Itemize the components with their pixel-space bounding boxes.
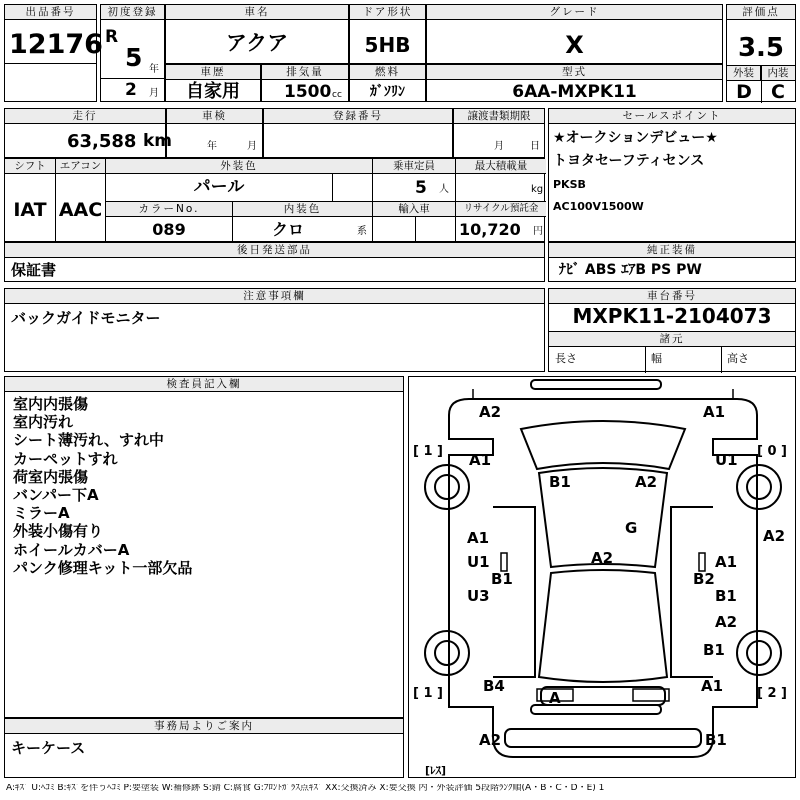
damage-mark: A2 (715, 613, 738, 631)
lot-number-cell (4, 4, 103, 102)
score: 3.5 (737, 33, 785, 63)
reg-month: 2 (125, 80, 137, 100)
load-label: 最大積載量 (456, 159, 546, 174)
score-cell (726, 4, 796, 102)
plate-label: 登録番号 (264, 109, 452, 124)
damage-mark: A2 (591, 549, 614, 567)
mileage-cell (4, 108, 173, 158)
color-no-label: カラーNo. (106, 202, 232, 217)
door-cell (349, 4, 426, 64)
chassis-label: 車台番号 (549, 289, 795, 304)
mileage: 63,588 (67, 131, 137, 152)
grade: X (565, 31, 584, 59)
inspector-notes-list (13, 395, 192, 577)
tire-label-rear-right: [ 2 ] (757, 686, 787, 701)
tire-label-front-left: [ 1 ] (413, 444, 443, 459)
car-diagram-svg (409, 377, 796, 778)
history: 自家用 (186, 81, 240, 102)
damage-mark: A1 (701, 677, 724, 695)
fuel-label: 燃料 (350, 65, 425, 80)
score-label: 評価点 (727, 5, 795, 20)
capacity: 5 (415, 178, 427, 198)
damage-mark: B1 (715, 587, 737, 605)
chassis-cell (548, 288, 796, 372)
inspector-note: 荷室内張傷 (13, 467, 89, 486)
damage-mark: B1 (491, 570, 513, 588)
notes-label: 注意事項欄 (5, 289, 544, 304)
damage-mark: B1 (703, 641, 725, 659)
damage-mark: G (625, 519, 638, 537)
shift-label: シフト (5, 159, 55, 174)
legend: A:ｷｽﾞ U:ﾍｺﾐ B:ｷｽﾞを伴うﾍｺﾐ P:要塗装 W:補修跡 S:錆 C:腐食 G:ﾌﾛﾝﾄｶﾞﾗｽ点ｷｽﾞ XX:交換済み X:要交換 内・外装評価 5段階ﾗﾝｸ順(A・B・C・D・E) 1 (6, 784, 605, 793)
transfer-cell (453, 108, 545, 158)
model-code: 6AA-MXPK11 (512, 82, 637, 102)
office-notice-cell (4, 718, 404, 778)
damage-mark: U1 (467, 553, 490, 571)
insp-month-unit: 月 (247, 141, 257, 152)
damage-diagram (408, 376, 796, 778)
damage-marks (467, 403, 785, 749)
later-items: 保証書 (11, 261, 57, 279)
displacement-label: 排気量 (262, 65, 348, 80)
recycle-label: リサイクル預託金 (456, 202, 546, 217)
displacement-unit: cc (332, 90, 342, 100)
inspector-note: バンパー下A (13, 486, 99, 505)
left-side-outline (493, 507, 535, 677)
mileage-label: 走行 (5, 109, 165, 124)
import-label: 輸入車 (373, 202, 455, 217)
genuine-equipment-cell (548, 242, 796, 282)
damage-mark: A2 (479, 731, 502, 749)
car-name: アクア (225, 31, 289, 55)
damage-mark: A1 (715, 553, 738, 571)
chassis-number: MXPK11-2104073 (572, 304, 772, 328)
inspection-label: 車検 (167, 109, 262, 124)
genuine-equipment: ﾅﾋﾞ ABS ｴｱB PS PW (559, 262, 702, 278)
damage-mark: B1 (549, 473, 571, 491)
car-name-label: 車名 (166, 5, 348, 20)
door-handle-right-icon (699, 553, 705, 571)
damage-mark: A1 (467, 529, 490, 547)
ac: AAC (58, 199, 103, 221)
damage-mark: B2 (693, 570, 715, 588)
int-color-suffix: 系 (357, 226, 367, 237)
history-label: 車歴 (166, 65, 260, 80)
sales-point: トヨタセーフティセンス (553, 153, 705, 169)
ext-color: パール (193, 177, 245, 197)
wheel-front-right-icon (737, 465, 781, 509)
lot-number: 12176 (9, 29, 103, 60)
tire-label-front-right: [ 0 ] (757, 444, 787, 459)
wheel-rear-right-icon (737, 631, 781, 675)
later-items-cell (4, 242, 545, 282)
sales-point: AC100V1500W (553, 200, 644, 213)
int-color: クロ (271, 220, 304, 239)
interior-grade: C (771, 81, 785, 103)
rear-bumper-outline (505, 729, 701, 747)
model-cell (426, 64, 723, 102)
wheel-hub-icon (435, 475, 459, 499)
inspector-note: カーペットすれ (13, 449, 118, 468)
notes-cell (4, 288, 545, 372)
door-handle-left-icon (501, 553, 507, 571)
office-notice: キーケース (11, 739, 86, 757)
tire-label-rear-left: [ 1 ] (413, 686, 443, 701)
inspection-cell (166, 108, 263, 158)
damage-mark: A2 (763, 527, 786, 545)
grade-cell (426, 4, 723, 64)
fuel: ｶﾞｿﾘﾝ (370, 84, 405, 100)
genuine-label: 純正装備 (549, 243, 795, 258)
damage-mark: A1 (469, 451, 492, 469)
month-unit: 月 (149, 88, 159, 99)
dims-label: 諸元 (549, 332, 795, 347)
first-registration-label: 初度登録 (101, 5, 164, 20)
year-unit: 年 (149, 64, 159, 75)
model-label: 型式 (427, 65, 722, 80)
car-name-cell (165, 4, 349, 64)
inspector-label: 検査員記入欄 (5, 377, 403, 392)
height-label: 高さ (727, 352, 749, 365)
recycle-unit: 円 (533, 226, 543, 237)
later-items-label: 後日発送部品 (5, 243, 544, 258)
damage-mark: A2 (635, 473, 658, 491)
damage-mark: U3 (467, 587, 490, 605)
vehicle-details-grid (4, 158, 545, 242)
door-label: ドア形状 (350, 5, 425, 20)
first-registration-cell (100, 4, 165, 102)
load-unit: kg (531, 184, 544, 195)
damage-mark: A2 (479, 403, 502, 421)
fuel-cell (349, 64, 426, 102)
int-color-label: 内装色 (233, 202, 372, 217)
notes: バックガイドモニター (11, 309, 161, 327)
length-label: 長さ (555, 352, 577, 365)
office-label: 事務局よりご案内 (5, 719, 403, 734)
width-label: 幅 (651, 352, 662, 365)
mileage-unit: km (143, 131, 173, 151)
interior-label: 内装 (761, 66, 795, 81)
era: R (105, 27, 119, 47)
damage-mark: A (549, 689, 561, 707)
exterior-grade: D (736, 81, 752, 103)
damage-mark: U1 (715, 451, 738, 469)
capacity-unit: 人 (439, 184, 449, 195)
displacement-cell (261, 64, 349, 102)
history-cell (165, 64, 261, 102)
insp-year-unit: 年 (207, 141, 217, 152)
wheel-front-left-icon (425, 465, 469, 509)
displacement: 1500 (284, 82, 332, 102)
damage-mark: A1 (703, 403, 726, 421)
hood-outline (521, 421, 685, 469)
lot-number-label: 出品番号 (5, 5, 96, 20)
inspector-notes-cell (4, 376, 404, 718)
wheel-hub-icon (435, 641, 459, 665)
inspector-note: パンク修理キット一部欠品 (13, 558, 193, 577)
inspector-note: シート薄汚れ、すれ中 (13, 431, 164, 450)
transfer-day-unit: 日 (530, 141, 540, 152)
wheel-hub-icon (747, 475, 771, 499)
inspector-note: ミラーA (13, 504, 70, 523)
color-no: 089 (152, 220, 186, 239)
sales-point: ★オークションデビュー★ (553, 130, 718, 146)
transfer-month-unit: 月 (494, 141, 504, 152)
transfer-label: 譲渡書類期限 (454, 109, 544, 124)
sales-points-label: セールスポイント (549, 109, 795, 124)
capacity-label: 乗車定員 (373, 159, 455, 174)
sales-points-cell (548, 108, 796, 242)
front-bumper-outline (531, 380, 661, 389)
plate-cell (263, 108, 453, 158)
ac-label: エアコン (56, 159, 105, 174)
recycle-fee: 10,720 (459, 220, 521, 239)
sales-point: PKSB (553, 178, 586, 191)
inspector-note: 室内内張傷 (13, 395, 89, 413)
wheel-rear-left-icon (425, 631, 469, 675)
reg-year: 5 (125, 43, 143, 72)
inspector-note: 外装小傷有り (13, 522, 104, 541)
ext-color-label: 外装色 (106, 159, 372, 174)
grade-label: グレード (427, 5, 722, 20)
shift: IAT (13, 199, 47, 221)
damage-mark: B4 (483, 677, 505, 695)
spare-less-label: [ﾚｽ] (425, 764, 447, 777)
door-type: 5HB (364, 33, 411, 57)
inspector-note: 室内汚れ (13, 413, 74, 432)
damage-mark: B1 (705, 731, 727, 749)
inspector-note: ホイールカバーA (13, 540, 130, 559)
wheel-hub-icon (747, 641, 771, 665)
cargo-outline (539, 570, 667, 682)
exterior-label: 外装 (727, 66, 761, 81)
